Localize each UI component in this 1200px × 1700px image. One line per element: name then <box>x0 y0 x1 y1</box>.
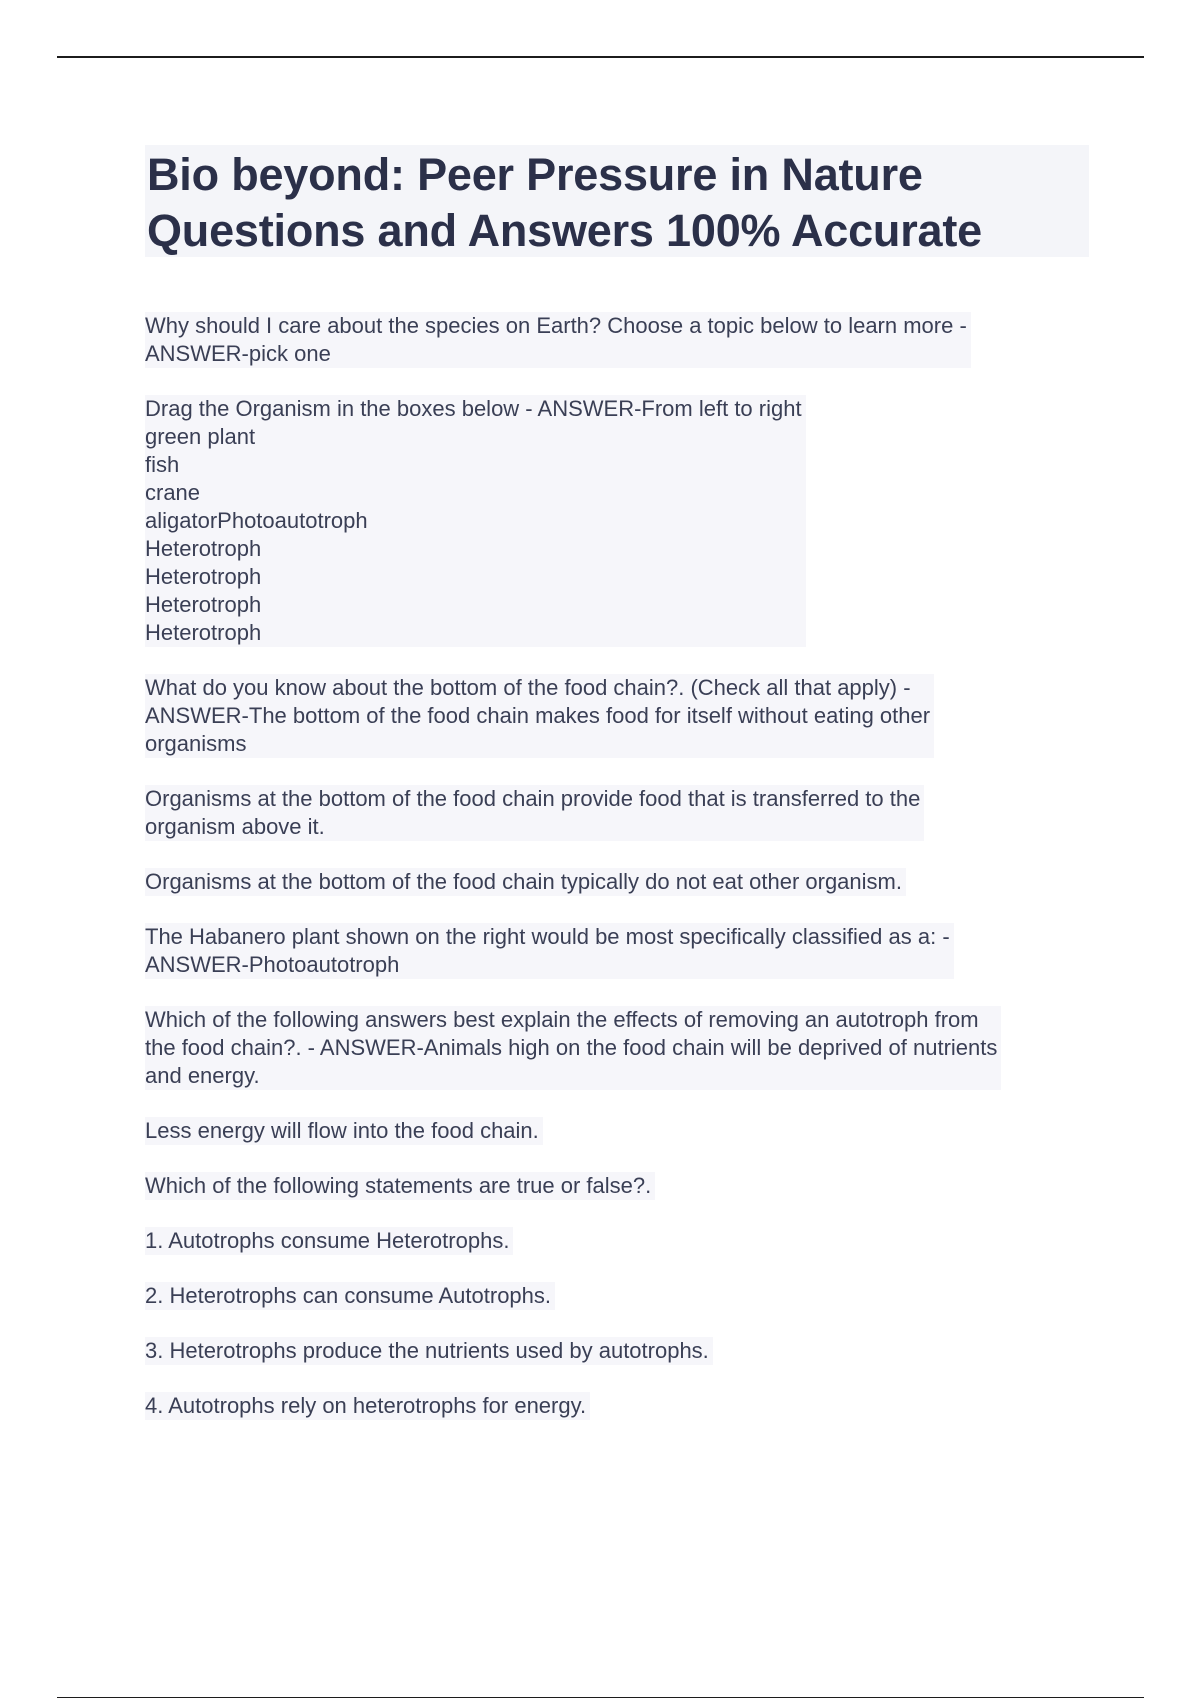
paragraph-1: Why should I care about the species on Earth? Choose a topic below to learn more - ANSWER-pick one <box>145 312 971 368</box>
paragraph-6: The Habanero plant shown on the right would be most specifically classified as a: - ANSWER-Photoautotroph <box>145 923 954 979</box>
paragraph-3: What do you know about the bottom of the food chain?. (Check all that apply) - ANSWER-The bottom of the food chain makes food for itself without eating other organisms <box>145 674 934 758</box>
paragraph-2: Drag the Organism in the boxes below - ANSWER-From left to right green plant fish crane aligatorPhotoautotroph Heterotroph Heterotroph Heterotroph Heterotroph <box>145 395 806 647</box>
list-item-4: 4. Autotrophs rely on heterotrophs for energy. <box>145 1392 590 1420</box>
list-item-2: 2. Heterotrophs can consume Autotrophs. <box>145 1282 555 1310</box>
title-line-2: Questions and Answers 100% Accurate <box>147 205 982 256</box>
paragraph-4: Organisms at the bottom of the food chain provide food that is transferred to the organism above it. <box>145 785 924 841</box>
document-body <box>145 312 1105 1447</box>
paragraph-7: Which of the following answers best explain the effects of removing an autotroph from the food chain?. - ANSWER-Animals high on the food chain will be deprived of nutrients and energy. <box>145 1006 1001 1090</box>
paragraph-9: Which of the following statements are true or false?. <box>145 1172 655 1200</box>
bottom-divider <box>57 1697 1144 1698</box>
title-line-1: Bio beyond: Peer Pressure in Nature <box>147 149 923 200</box>
paragraph-5: Organisms at the bottom of the food chain typically do not eat other organism. <box>145 868 906 896</box>
document-title <box>145 145 1089 259</box>
paragraph-8: Less energy will flow into the food chain. <box>145 1117 543 1145</box>
title-block <box>145 145 1089 257</box>
list-item-1: 1. Autotrophs consume Heterotrophs. <box>145 1227 513 1255</box>
list-item-3: 3. Heterotrophs produce the nutrients used by autotrophs. <box>145 1337 713 1365</box>
top-divider <box>57 56 1144 58</box>
